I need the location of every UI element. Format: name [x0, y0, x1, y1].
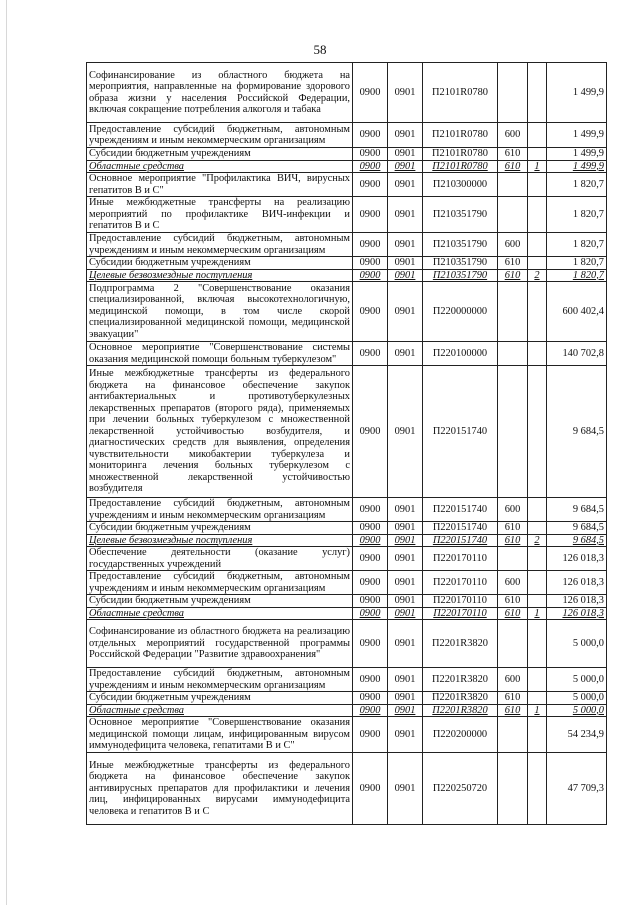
row-csr: П210300000 — [423, 173, 498, 197]
row-src — [528, 257, 547, 270]
row-csr: П220151740 — [423, 522, 498, 535]
row-name: Предоставление субсидий бюджетным, автономным учреждениям и иным некоммерческим организациям — [87, 123, 353, 148]
row-vr: 600 — [498, 123, 528, 148]
row-name: Обеспечение деятельности (оказание услуг) государственных учреждений — [87, 547, 353, 571]
row-csr: П2101R0780 — [423, 160, 498, 173]
row-csr: П220100000 — [423, 342, 498, 366]
row-src — [528, 282, 547, 342]
row-src — [528, 620, 547, 668]
row-src — [528, 366, 547, 498]
row-csr: П220000000 — [423, 282, 498, 342]
row-src — [528, 197, 547, 233]
row-rz: 0901 — [388, 571, 423, 595]
row-name: Иные межбюджетные трансферты из федерального бюджета на финансовое обеспечение закупок антибактериальных и противотуберкулезных лекарственных препаратов (второго ряда), применяемых при лечении больных туберкулезом с множественной лекарственной устойчивостью возбудителя, и диагностических средств для выявления, определения чувствительности микобактерии туберкулеза и мониторинга лечения больных туберкулезом с множественной лекарственной устойчивостью возбудителя — [87, 366, 353, 498]
row-rz: 0901 — [388, 607, 423, 620]
row-rz: 0901 — [388, 620, 423, 668]
table-row — [87, 498, 607, 522]
row-vr: 600 — [498, 668, 528, 692]
row-rz: 0901 — [388, 668, 423, 692]
row-vr: 600 — [498, 498, 528, 522]
row-rz: 0901 — [388, 257, 423, 270]
row-vr — [498, 173, 528, 197]
row-vr — [498, 342, 528, 366]
table-row — [87, 547, 607, 571]
row-rz: 0901 — [388, 342, 423, 366]
row-amount: 1 499,9 — [547, 63, 607, 123]
row-vr: 610 — [498, 148, 528, 161]
row-rz: 0901 — [388, 366, 423, 498]
row-csr: П2101R0780 — [423, 63, 498, 123]
table-row — [87, 534, 607, 547]
table-row — [87, 522, 607, 535]
table-row — [87, 571, 607, 595]
row-rz: 0901 — [388, 233, 423, 257]
row-ved: 0900 — [353, 257, 388, 270]
row-ved: 0900 — [353, 282, 388, 342]
row-amount: 9 684,5 — [547, 366, 607, 498]
row-name: Субсидии бюджетным учреждениям — [87, 692, 353, 705]
row-ved: 0900 — [353, 571, 388, 595]
table-row — [87, 160, 607, 173]
row-csr: П220151740 — [423, 534, 498, 547]
row-ved: 0900 — [353, 547, 388, 571]
row-amount: 1 820,7 — [547, 197, 607, 233]
row-rz: 0901 — [388, 704, 423, 717]
row-amount: 5 000,0 — [547, 692, 607, 705]
row-vr: 610 — [498, 704, 528, 717]
row-amount: 47 709,3 — [547, 753, 607, 825]
row-ved: 0900 — [353, 63, 388, 123]
row-rz: 0901 — [388, 534, 423, 547]
row-csr: П220250720 — [423, 753, 498, 825]
row-ved: 0900 — [353, 717, 388, 753]
row-vr: 610 — [498, 595, 528, 608]
row-amount: 1 820,7 — [547, 173, 607, 197]
row-amount: 5 000,0 — [547, 704, 607, 717]
row-src — [528, 148, 547, 161]
row-src: 2 — [528, 534, 547, 547]
row-rz: 0901 — [388, 753, 423, 825]
row-src — [528, 233, 547, 257]
row-vr — [498, 282, 528, 342]
row-src — [528, 753, 547, 825]
row-ved: 0900 — [353, 233, 388, 257]
row-vr — [498, 366, 528, 498]
row-rz: 0901 — [388, 173, 423, 197]
row-amount: 126 018,3 — [547, 547, 607, 571]
table-row — [87, 607, 607, 620]
row-vr: 600 — [498, 571, 528, 595]
row-src: 1 — [528, 704, 547, 717]
row-csr: П2101R0780 — [423, 148, 498, 161]
row-src — [528, 173, 547, 197]
table-row — [87, 342, 607, 366]
row-name: Субсидии бюджетным учреждениям — [87, 522, 353, 535]
row-ved: 0900 — [353, 160, 388, 173]
row-amount: 126 018,3 — [547, 595, 607, 608]
row-csr: П220151740 — [423, 498, 498, 522]
row-vr — [498, 753, 528, 825]
row-ved: 0900 — [353, 595, 388, 608]
row-csr: П210351790 — [423, 257, 498, 270]
row-csr: П220151740 — [423, 366, 498, 498]
row-src — [528, 123, 547, 148]
row-rz: 0901 — [388, 692, 423, 705]
row-ved: 0900 — [353, 620, 388, 668]
row-name: Предоставление субсидий бюджетным, автономным учреждениям и иным некоммерческим организациям — [87, 498, 353, 522]
row-name: Предоставление субсидий бюджетным, автономным учреждениям и иным некоммерческим организациям — [87, 668, 353, 692]
row-ved: 0900 — [353, 197, 388, 233]
row-name: Субсидии бюджетным учреждениям — [87, 257, 353, 270]
row-ved: 0900 — [353, 668, 388, 692]
scan-edge-line — [6, 0, 7, 905]
row-src — [528, 692, 547, 705]
table-row — [87, 173, 607, 197]
row-vr: 610 — [498, 522, 528, 535]
row-rz: 0901 — [388, 282, 423, 342]
row-name: Областные средства — [87, 704, 353, 717]
row-rz: 0901 — [388, 148, 423, 161]
row-src — [528, 595, 547, 608]
row-amount: 1 499,9 — [547, 160, 607, 173]
row-amount: 1 820,7 — [547, 233, 607, 257]
row-amount: 1 820,7 — [547, 257, 607, 270]
row-name: Софинансирование из областного бюджета на мероприятия, направленные на формирование здорового образа жизни у населения Российской Федерации, включая сокращение потребления алкоголя и табака — [87, 63, 353, 123]
row-name: Предоставление субсидий бюджетным, автономным учреждениям и иным некоммерческим организациям — [87, 571, 353, 595]
row-csr: П2201R3820 — [423, 704, 498, 717]
row-ved: 0900 — [353, 366, 388, 498]
row-vr: 610 — [498, 257, 528, 270]
row-amount: 1 499,9 — [547, 123, 607, 148]
row-rz: 0901 — [388, 498, 423, 522]
row-name: Софинансирование из областного бюджета на реализацию отдельных мероприятий государственной программы Российской Федерации "Развитие здравоохранения" — [87, 620, 353, 668]
row-csr: П210351790 — [423, 197, 498, 233]
row-ved: 0900 — [353, 534, 388, 547]
row-amount: 9 684,5 — [547, 522, 607, 535]
row-name: Иные межбюджетные трансферты из федерального бюджета на финансовое обеспечение закупок антивирусных препаратов для профилактики и лечения лиц, инфицированных вирусами иммунодефицита человека и гепатитов В и С — [87, 753, 353, 825]
row-csr: П2101R0780 — [423, 123, 498, 148]
row-src — [528, 342, 547, 366]
table-row — [87, 123, 607, 148]
row-name: Предоставление субсидий бюджетным, автономным учреждениям и иным некоммерческим организациям — [87, 233, 353, 257]
row-csr: П2201R3820 — [423, 620, 498, 668]
row-vr: 610 — [498, 692, 528, 705]
table-row — [87, 620, 607, 668]
row-vr: 610 — [498, 607, 528, 620]
row-vr — [498, 197, 528, 233]
row-name: Областные средства — [87, 160, 353, 173]
row-vr — [498, 547, 528, 571]
table-row — [87, 717, 607, 753]
row-csr: П220170110 — [423, 595, 498, 608]
row-name: Целевые безвозмездные поступления — [87, 534, 353, 547]
row-name: Субсидии бюджетным учреждениям — [87, 595, 353, 608]
row-ved: 0900 — [353, 173, 388, 197]
table-row — [87, 63, 607, 123]
row-vr — [498, 620, 528, 668]
row-name: Подпрограмма 2 "Совершенствование оказания специализированной, включая высокотехнологичную, медицинской помощи, в том числе скорой специализированной медицинской помощи, медицинской эвакуации" — [87, 282, 353, 342]
row-amount: 9 684,5 — [547, 498, 607, 522]
row-csr: П2201R3820 — [423, 692, 498, 705]
row-rz: 0901 — [388, 269, 423, 282]
row-src — [528, 498, 547, 522]
table-row — [87, 704, 607, 717]
row-src — [528, 571, 547, 595]
row-csr: П210351790 — [423, 269, 498, 282]
row-rz: 0901 — [388, 197, 423, 233]
row-rz: 0901 — [388, 717, 423, 753]
row-csr: П220170110 — [423, 571, 498, 595]
row-ved: 0900 — [353, 269, 388, 282]
row-name: Основное мероприятие "Совершенствование системы оказания медицинской помощи больным туберкулезом" — [87, 342, 353, 366]
row-csr: П210351790 — [423, 233, 498, 257]
table-row — [87, 269, 607, 282]
table-row — [87, 753, 607, 825]
row-csr: П220200000 — [423, 717, 498, 753]
row-name: Основное мероприятие "Профилактика ВИЧ, вирусных гепатитов В и С" — [87, 173, 353, 197]
page-number: 58 — [313, 42, 327, 57]
row-vr: 600 — [498, 233, 528, 257]
row-amount: 600 402,4 — [547, 282, 607, 342]
row-ved: 0900 — [353, 607, 388, 620]
row-amount: 126 018,3 — [547, 571, 607, 595]
table-row — [87, 148, 607, 161]
row-vr: 610 — [498, 534, 528, 547]
row-name: Областные средства — [87, 607, 353, 620]
row-amount: 126 018,3 — [547, 607, 607, 620]
row-src — [528, 522, 547, 535]
row-amount: 9 684,5 — [547, 534, 607, 547]
row-vr — [498, 63, 528, 123]
row-ved: 0900 — [353, 148, 388, 161]
row-csr: П220170110 — [423, 607, 498, 620]
row-rz: 0901 — [388, 123, 423, 148]
row-src — [528, 717, 547, 753]
row-amount: 5 000,0 — [547, 620, 607, 668]
row-rz: 0901 — [388, 595, 423, 608]
row-csr: П220170110 — [423, 547, 498, 571]
row-src — [528, 63, 547, 123]
row-amount: 5 000,0 — [547, 668, 607, 692]
table-row — [87, 282, 607, 342]
row-src: 1 — [528, 607, 547, 620]
row-amount: 54 234,9 — [547, 717, 607, 753]
table-row — [87, 366, 607, 498]
row-amount: 140 702,8 — [547, 342, 607, 366]
row-vr: 610 — [498, 160, 528, 173]
table-row — [87, 233, 607, 257]
budget-table — [86, 62, 607, 825]
row-amount: 1 820,7 — [547, 269, 607, 282]
row-name: Основное мероприятие "Совершенствование оказания медицинской помощи лицам, инфицированным вирусом иммунодефицита человека, гепатитами В и С" — [87, 717, 353, 753]
row-name: Субсидии бюджетным учреждениям — [87, 148, 353, 161]
row-src: 1 — [528, 160, 547, 173]
row-src: 2 — [528, 269, 547, 282]
table-row — [87, 595, 607, 608]
row-rz: 0901 — [388, 547, 423, 571]
row-ved: 0900 — [353, 753, 388, 825]
table-row — [87, 197, 607, 233]
row-amount: 1 499,9 — [547, 148, 607, 161]
row-ved: 0900 — [353, 498, 388, 522]
row-src — [528, 547, 547, 571]
row-rz: 0901 — [388, 160, 423, 173]
row-vr: 610 — [498, 269, 528, 282]
row-ved: 0900 — [353, 692, 388, 705]
row-vr — [498, 717, 528, 753]
table-row — [87, 257, 607, 270]
table-row — [87, 692, 607, 705]
row-ved: 0900 — [353, 704, 388, 717]
row-name: Целевые безвозмездные поступления — [87, 269, 353, 282]
row-src — [528, 668, 547, 692]
row-rz: 0901 — [388, 522, 423, 535]
row-ved: 0900 — [353, 522, 388, 535]
row-name: Иные межбюджетные трансферты на реализацию мероприятий по профилактике ВИЧ-инфекции и гепатитов В и С — [87, 197, 353, 233]
row-rz: 0901 — [388, 63, 423, 123]
row-ved: 0900 — [353, 123, 388, 148]
table-row — [87, 668, 607, 692]
row-ved: 0900 — [353, 342, 388, 366]
row-csr: П2201R3820 — [423, 668, 498, 692]
